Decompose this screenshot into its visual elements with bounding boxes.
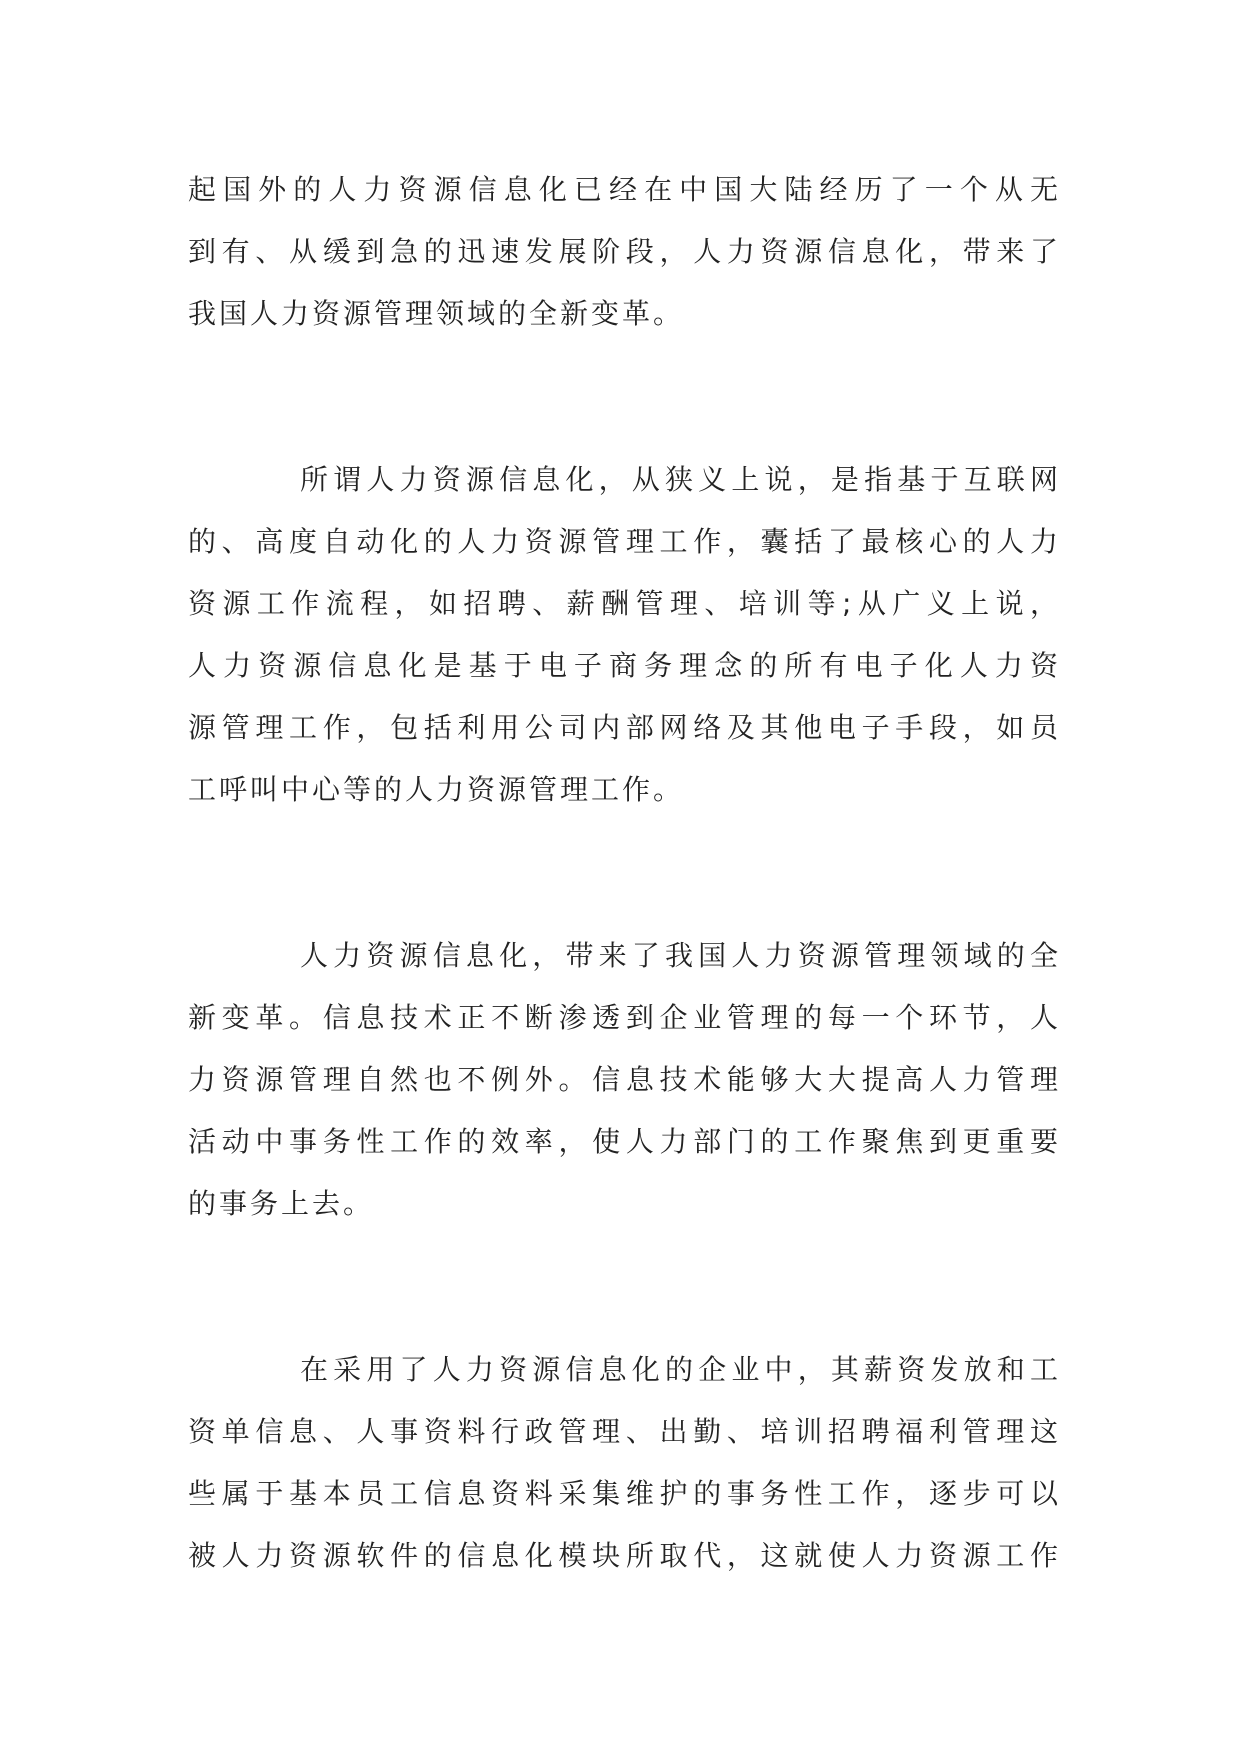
paragraph-2-line-5: 源管理工作，包括利用公司内部网络及其他电子手段，如员 bbox=[188, 711, 1058, 744]
paragraph-2-line-2: 的、高度自动化的人力资源管理工作，囊括了最核心的人力 bbox=[188, 525, 1058, 558]
paragraph-4-line-2: 资单信息、人事资料行政管理、出勤、培训招聘福利管理这 bbox=[188, 1415, 1058, 1448]
paragraph-4-line-3: 些属于基本员工信息资料采集维护的事务性工作，逐步可以 bbox=[188, 1477, 1058, 1510]
paragraph-2-line-4: 人力资源信息化是基于电子商务理念的所有电子化人力资 bbox=[188, 649, 1058, 682]
paragraph-2-line-6: 工呼叫中心等的人力资源管理工作。 bbox=[188, 773, 685, 806]
paragraph-3-line-3: 力资源管理自然也不例外。信息技术能够大大提高人力管理 bbox=[188, 1063, 1058, 1096]
paragraph-2-line-3: 资源工作流程，如招聘、薪酬管理、培训等;从广义上说， bbox=[188, 587, 1058, 620]
paragraph-3-line-1: 人力资源信息化，带来了我国人力资源管理领域的全 bbox=[300, 939, 1058, 972]
paragraph-3-line-2: 新变革。信息技术正不断渗透到企业管理的每一个环节，人 bbox=[188, 1001, 1058, 1034]
paragraph-3-line-4: 活动中事务性工作的效率，使人力部门的工作聚焦到更重要 bbox=[188, 1125, 1058, 1158]
paragraph-3-line-5: 的事务上去。 bbox=[188, 1187, 375, 1220]
paragraph-1-line-1: 起国外的人力资源信息化已经在中国大陆经历了一个从无 bbox=[188, 173, 1058, 206]
paragraph-1-line-3: 我国人力资源管理领域的全新变革。 bbox=[188, 297, 685, 330]
paragraph-4-line-1: 在采用了人力资源信息化的企业中，其薪资发放和工 bbox=[300, 1353, 1058, 1386]
paragraph-1-line-2: 到有、从缓到急的迅速发展阶段，人力资源信息化，带来了 bbox=[188, 235, 1058, 268]
paragraph-4-line-4: 被人力资源软件的信息化模块所取代，这就使人力资源工作 bbox=[188, 1539, 1058, 1572]
paragraph-2-line-1: 所谓人力资源信息化，从狭义上说，是指基于互联网 bbox=[300, 463, 1058, 496]
